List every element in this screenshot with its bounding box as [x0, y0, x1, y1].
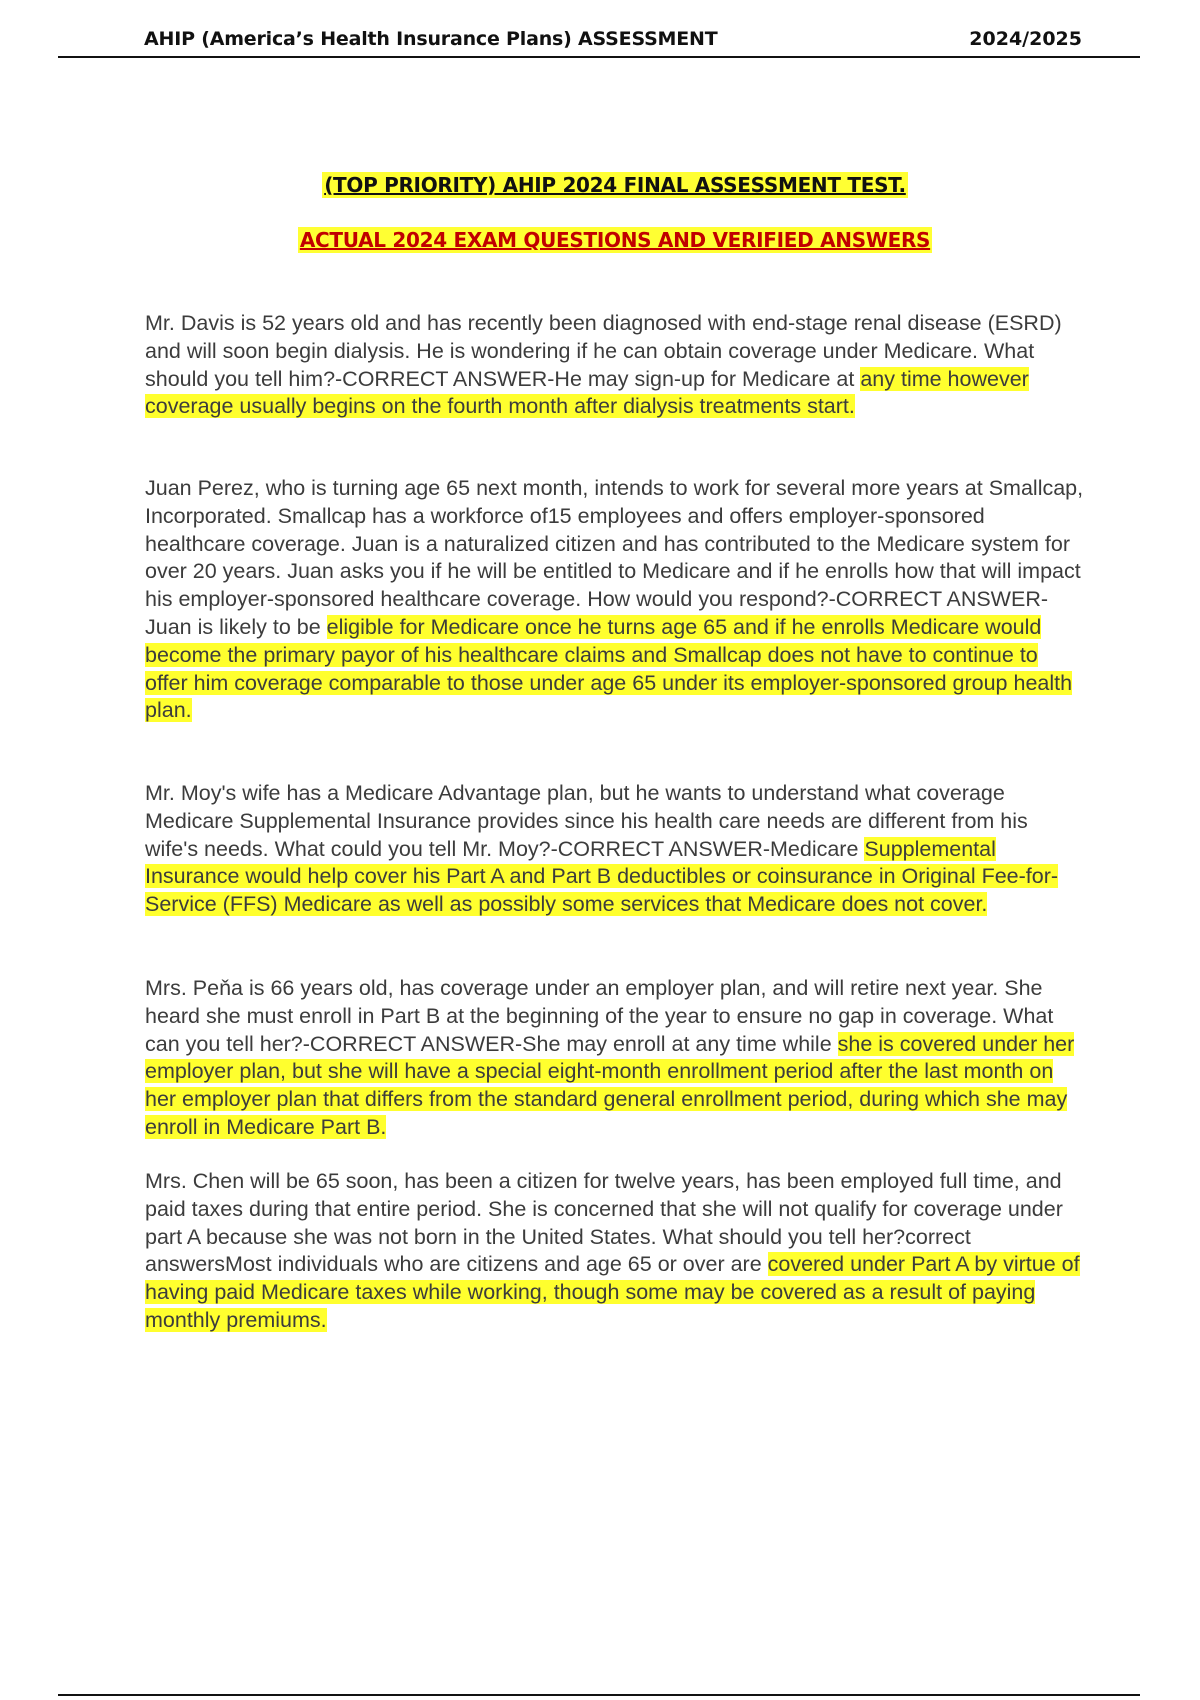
header-year: 2024/2025 [969, 28, 1082, 50]
qa-item [145, 1168, 1085, 1335]
document-subtitle [0, 228, 1200, 252]
page-header [58, 22, 1140, 58]
question-text: Mr. Moy's wife has a Medicare Advantage plan, but he wants to understand what coverage Medicare Supplemental Insurance provides since his health care needs are different from his wife's needs. What could you tell Mr. Moy?-CORRECT ANSWER-Medicare [145, 781, 1028, 861]
highlighted-answer: Supplemental Insurance would help cover his Part A and Part B deductibles or coinsurance in Original Fee-for-Service (FFS) Medicare as well as possibly some services that Medicare does not cover. [145, 836, 1059, 917]
document-subtitle-text: ACTUAL 2024 EXAM QUESTIONS AND VERIFIED ANSWERS [299, 228, 931, 252]
footer-divider [58, 1694, 1140, 1696]
question-text: Mrs. Chen will be 65 soon, has been a citizen for twelve years, has been employed full time, and paid taxes during that entire period. She is concerned that she will not qualify for coverage under part A because she was not born in the United States. What should you tell her?correct answersMost individuals who are citizens and age 65 or over are [145, 1169, 1063, 1277]
highlighted-answer: covered under Part A by virtue of having paid Medicare taxes while working, though some may be covered as a result of paying monthly premiums. [145, 1252, 1080, 1332]
header-title: AHIP (America’s Health Insurance Plans) ASSESSMENT [144, 28, 718, 50]
document-title [0, 173, 1200, 197]
highlighted-answer: any time however coverage usually begins on the fourth month after dialysis treatments start. [145, 366, 1029, 419]
highlighted-answer: she is covered under her employer plan, but she will have a special eight-month enrollment period after the last month on her employer plan that differs from the standard general enrollment period, during which she may enroll in Medicare Part B. [145, 1031, 1075, 1139]
qa-item [145, 310, 1085, 421]
document-title-text: (TOP PRIORITY) AHIP 2024 FINAL ASSESSMENT TEST. [324, 173, 906, 197]
question-text: Mrs. Peňa is 66 years old, has coverage under an employer plan, and will retire next year. She heard she must enroll in Part B at the beginning of the year to ensure no gap in coverage. What can you tell her?-CORRECT ANSWER-She may enroll at any time while [145, 976, 1054, 1056]
qa-item [145, 780, 1085, 919]
question-text: Mr. Davis is 52 years old and has recently been diagnosed with end-stage renal disease (ESRD) and will soon begin dialysis. He is wondering if he can obtain coverage under Medicare. What should you tell him?-CORRECT ANSWER-He may sign-up for Medicare at [145, 311, 1062, 391]
highlighted-answer: eligible for Medicare once he turns age 65 and if he enrolls Medicare would become the primary payor of his healthcare claims and Smallcap does not have to continue to offer him coverage comparable to those under age 65 under its employer-sponsored group health plan. [145, 614, 1073, 723]
qa-item [145, 475, 1085, 725]
qa-item [145, 975, 1085, 1142]
question-text: Juan Perez, who is turning age 65 next month, intends to work for several more years at Smallcap, Incorporated. Smallcap has a workforce of15 employees and offers employer-sponsored healthcare coverage. Juan is a naturalized citizen and has contributed to the Medicare system for over 20 years. Juan asks you if he will be entitled to Medicare and if he enrolls how that will impact his employer-sponsored healthcare coverage. How would you respond?-CORRECT ANSWER-Juan is likely to be [145, 476, 1084, 639]
